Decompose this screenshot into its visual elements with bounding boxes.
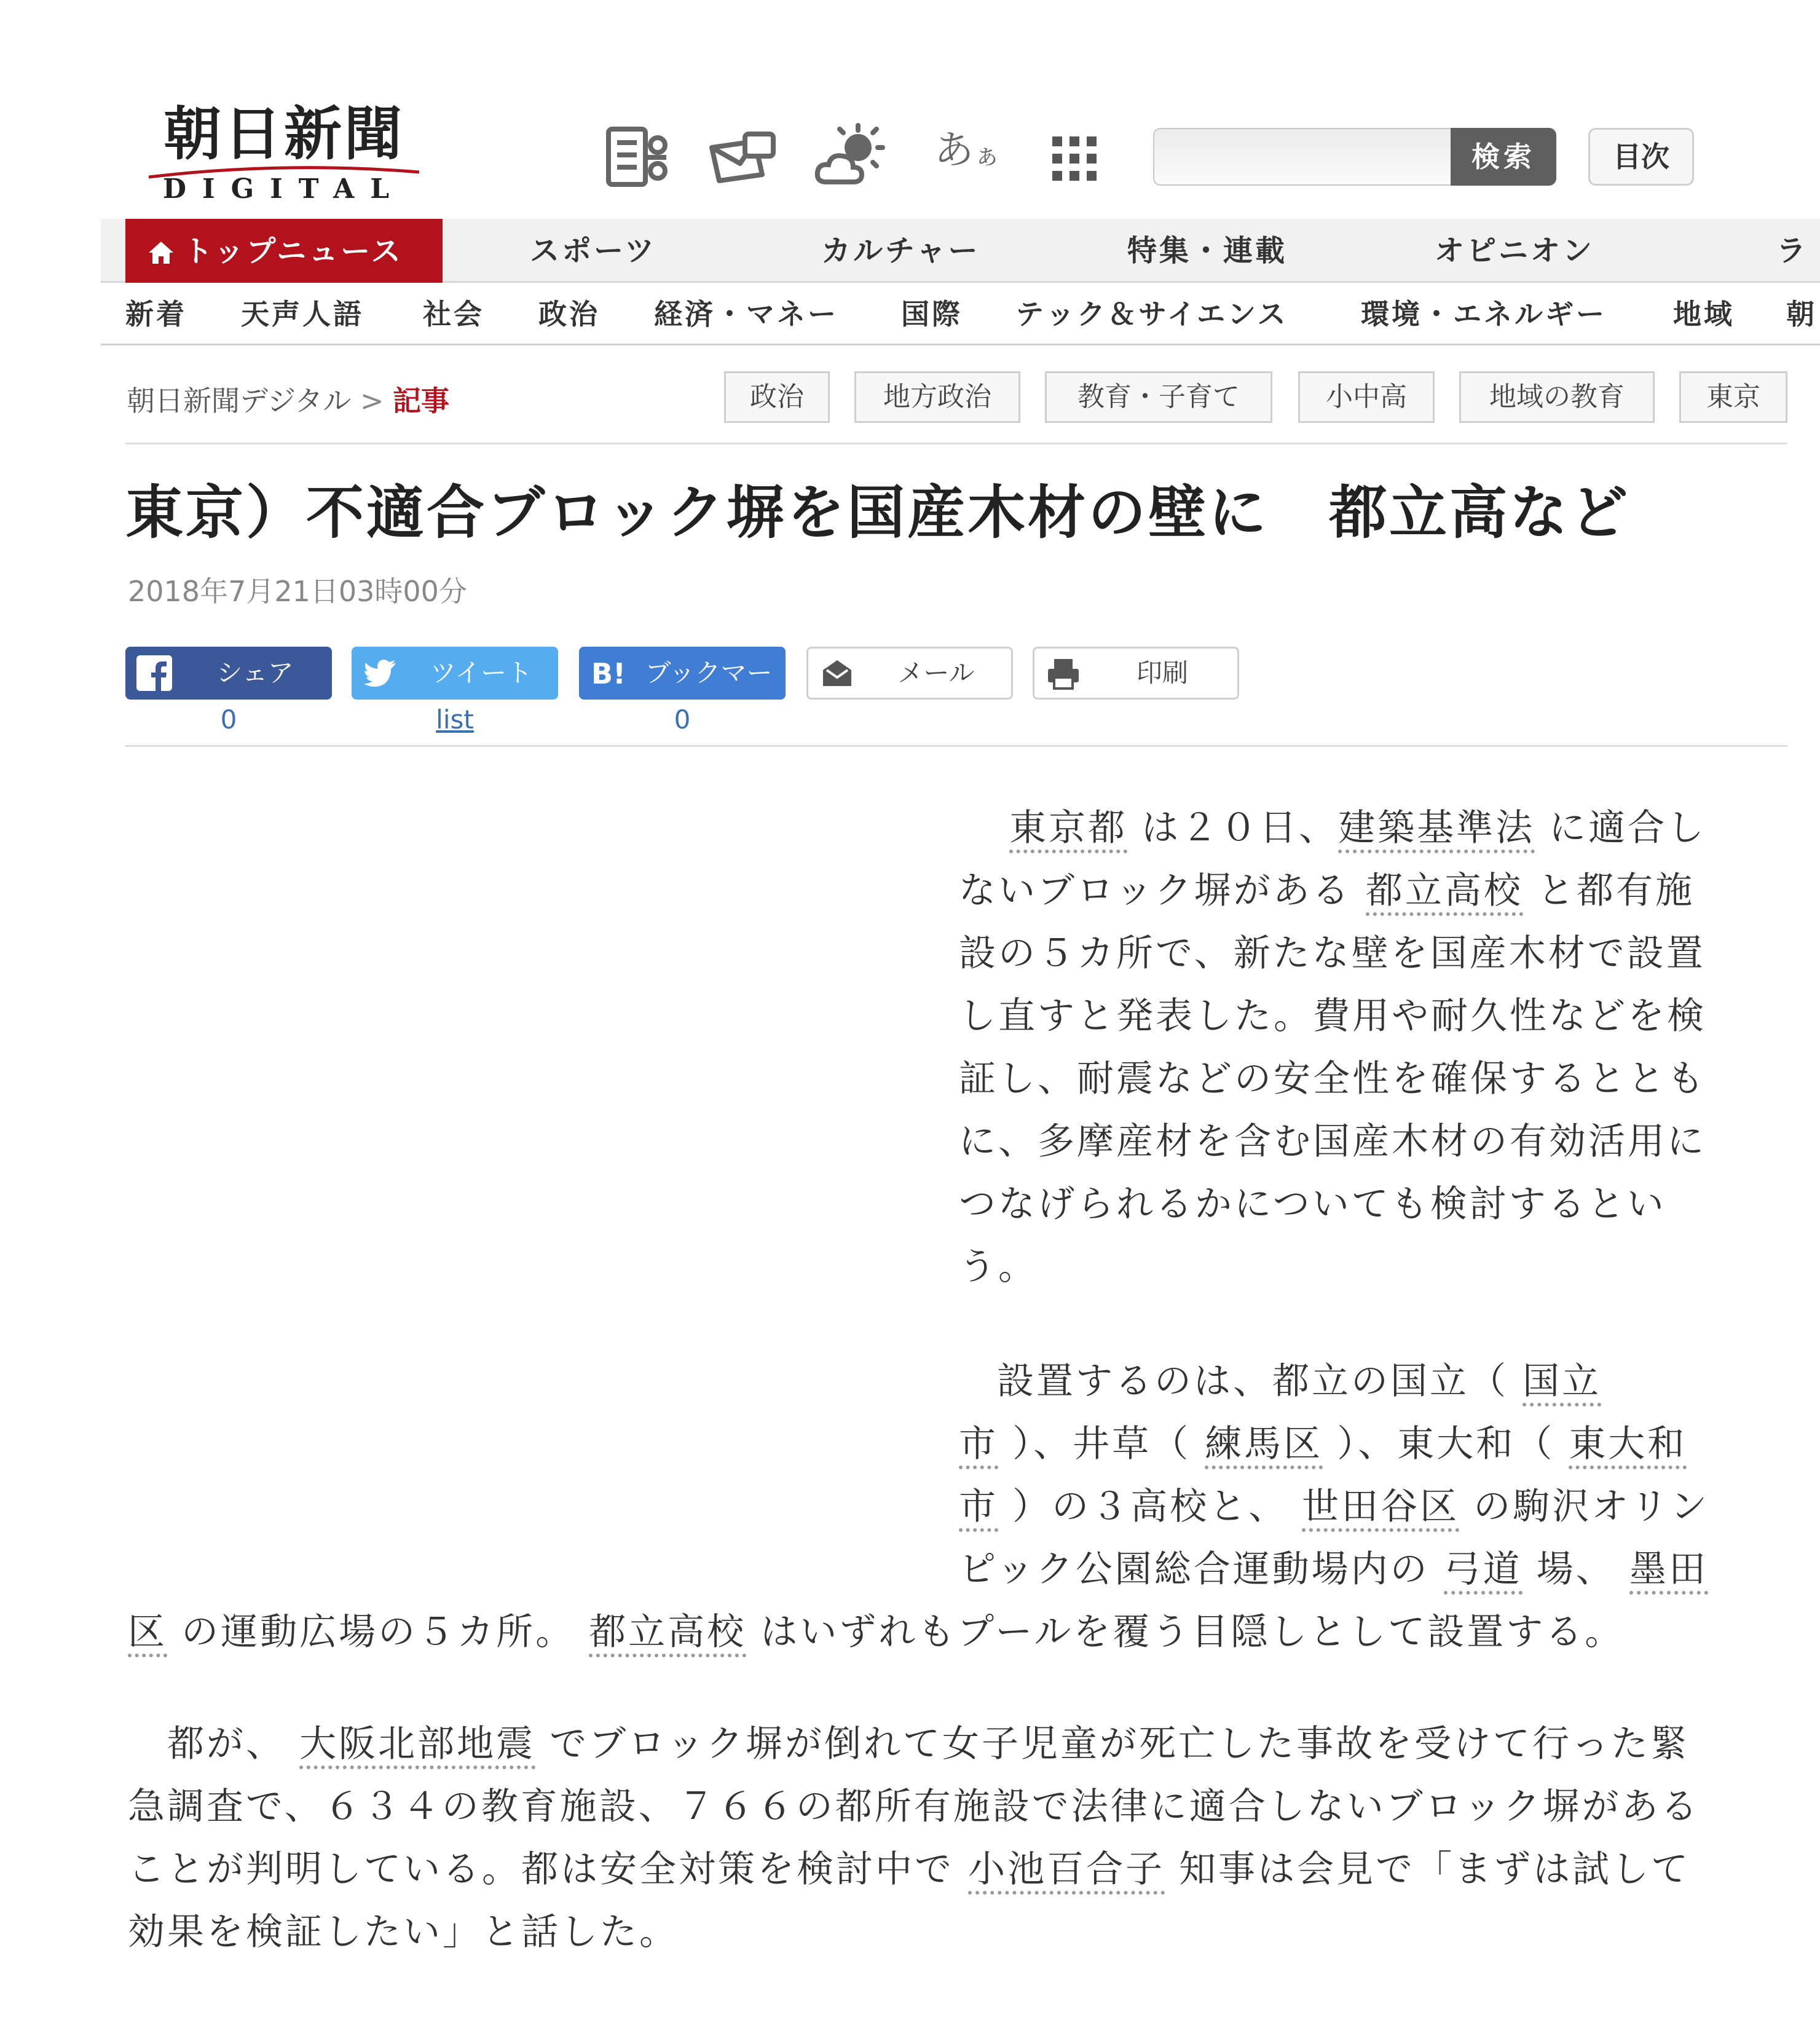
hatena-bookmark-label: ブックマーク [645,658,773,741]
body-line: 証し、耐震などの安全性を確保するととも [959,1057,1706,1100]
body-line: に、多摩産材を含む国産木材の有効活用に [959,1120,1706,1163]
body-text: はいずれもプールを覆う目隠しとして設置する。 [746,1611,1625,1654]
mail-label: メール [897,658,975,688]
twitter-icon [363,655,398,691]
body-line: う。 [959,1245,1038,1288]
nav2-item-environment[interactable]: 環境・エネルギー [1361,298,1607,331]
body-line [959,859,1695,922]
nav-top-news[interactable] [125,219,443,284]
body-text: 知事は会見で「まずは試して [1165,1848,1691,1891]
breadcrumb-current: 記事 [393,384,450,417]
nav2-item-latest[interactable]: 新着 [125,298,187,331]
breadcrumb-separator: > [360,384,384,417]
body-text: ）の３高校と、 [998,1485,1302,1528]
facebook-icon [136,655,172,691]
twitter-tweet-label: ツイート [430,658,532,688]
font-size-large-glyph: あ [934,128,974,173]
nav2-item-international[interactable]: 国際 [901,298,963,331]
body-line [1009,797,1706,859]
tag-schools[interactable]: 小中高 [1298,371,1435,423]
divider [125,443,1787,444]
facebook-share-button[interactable] [125,647,332,700]
nav2-item-cut-off[interactable]: 朝 [1786,298,1817,331]
keyword-link[interactable]: 小池百合子 [968,1848,1165,1895]
body-line: し直すと発表した。費用や耐久性などを検 [959,995,1706,1038]
keyword-link[interactable]: 国立 [1523,1360,1601,1407]
body-text: 設置するのは、都立の国立（ [997,1360,1523,1403]
nav2-item-tech-science[interactable]: テック＆サイエンス [1015,298,1288,331]
keyword-link[interactable]: 区 [128,1611,167,1657]
body-line [959,1413,1687,1475]
logo-text-en: DIGITAL [162,173,406,205]
body-text: と都有施 [1523,869,1695,912]
nav2-item-politics[interactable]: 政治 [538,298,600,331]
mail-button[interactable] [806,647,1013,700]
nav2-item-tensei-jingo[interactable]: 天声人語 [241,298,364,331]
nav-item-cut-off[interactable]: ラ [1776,234,1809,268]
keyword-link[interactable]: 都立高校 [589,1611,746,1657]
mail-ticket-icon[interactable] [706,120,779,194]
body-text: に適合し [1535,807,1707,850]
home-icon [148,219,175,284]
divider [125,745,1787,747]
keyword-link[interactable]: 東京都 [1009,807,1127,853]
keyword-link[interactable]: 世田谷区 [1302,1485,1459,1532]
twitter-list-link[interactable]: list [436,704,474,735]
body-line: 効果を検証したい」と話した。 [128,1911,679,1954]
keyword-link[interactable]: 大阪北部地震 [299,1722,535,1769]
print-button[interactable] [1033,647,1239,700]
tag-education[interactable]: 教育・子育て [1045,371,1272,423]
hatena-bookmark-count: 0 [674,704,691,735]
grid-menu-icon[interactable] [1038,120,1111,194]
keyword-link[interactable]: 弓道 [1444,1548,1523,1595]
article-title: 東京）不適合ブロック塀を国産木材の壁に 都立高など [125,479,1631,546]
tag-local-politics[interactable]: 地方政治 [854,371,1020,423]
body-line: 急調査で、６３４の教育施設、７６６の都所有施設で法律に適合しないブロック塀がある [128,1785,1700,1828]
print-icon [1046,655,1081,691]
tag-tokyo[interactable]: 東京 [1679,371,1787,423]
body-text: ないブロック塀がある [959,869,1366,912]
nav2-item-society[interactable]: 社会 [423,298,484,331]
hatena-icon [590,655,626,691]
nav-item-sports[interactable]: スポーツ [530,234,657,268]
nav-item-opinion[interactable]: オピニオン [1435,234,1595,268]
search-button[interactable]: 検索 [1451,128,1556,186]
keyword-link[interactable]: 墨田 [1629,1548,1708,1595]
tag-politics[interactable]: 政治 [724,371,830,423]
article-date: 2018年7月21日03時00分 [128,575,467,608]
body-text: でブロック塀が倒れて女子児童が死亡した事故を受けて行った緊 [535,1722,1690,1766]
body-line [167,1713,1690,1775]
body-text: ）、井草（ [998,1422,1205,1466]
body-text: の運動広場の５カ所。 [167,1611,589,1654]
search-input[interactable] [1153,128,1451,186]
print-label: 印刷 [1136,658,1188,688]
body-line [128,1601,1624,1663]
body-line [128,1838,1690,1901]
keyword-link[interactable]: 市 [959,1422,998,1469]
body-text: 場、 [1522,1548,1629,1591]
nav-item-culture[interactable]: カルチャー [821,234,980,268]
breadcrumb [127,376,449,425]
body-text: ピック公園総合運動場内の [959,1548,1444,1591]
keyword-link[interactable]: 練馬区 [1205,1422,1323,1469]
keyword-link[interactable]: 東大和 [1569,1422,1687,1469]
nav-top-news-label: トップニュース [183,234,403,269]
logo-text-jp: 朝日新聞 [163,100,404,168]
keyword-link[interactable]: 建築基準法 [1338,807,1535,853]
toc-button[interactable]: 目次 [1588,128,1694,186]
newspaper-icon[interactable] [601,120,675,194]
hatena-bookmark-button[interactable] [579,647,786,741]
font-size-small-glyph: ぁ [974,139,1001,170]
weather-icon[interactable] [813,120,886,194]
body-text: の駒沢オリン [1459,1485,1710,1528]
body-line: つなげられるかについても検討するとい [959,1183,1666,1226]
body-line: 設の５カ所で、新たな壁を国産木材で設置 [959,932,1706,975]
font-size-icon[interactable] [934,123,1001,183]
nav2-item-economy[interactable]: 経済・マネー [654,298,838,331]
twitter-tweet-button[interactable] [352,647,558,700]
svg-text:B!: B! [591,657,626,690]
body-text: ことが判明している。都は安全対策を検討中で [128,1848,969,1891]
facebook-share-count: 0 [220,704,237,735]
body-line [997,1350,1601,1413]
breadcrumb-home[interactable]: 朝日新聞デジタル [127,384,352,417]
body-line [959,1475,1709,1538]
nav-item-features[interactable]: 特集・連載 [1127,234,1288,268]
body-text: ）、東大和（ [1323,1422,1569,1466]
nav2-item-region[interactable]: 地域 [1673,298,1735,331]
mail-icon [819,655,855,691]
body-line [959,1538,1708,1601]
tag-local-education[interactable]: 地域の教育 [1459,371,1655,423]
body-text: は２０日、 [1127,807,1339,850]
facebook-share-label: シェア [216,658,294,688]
keyword-link[interactable]: 都立高校 [1366,869,1523,916]
keyword-link[interactable]: 市 [959,1485,998,1532]
body-text: 都が、 [167,1722,300,1766]
